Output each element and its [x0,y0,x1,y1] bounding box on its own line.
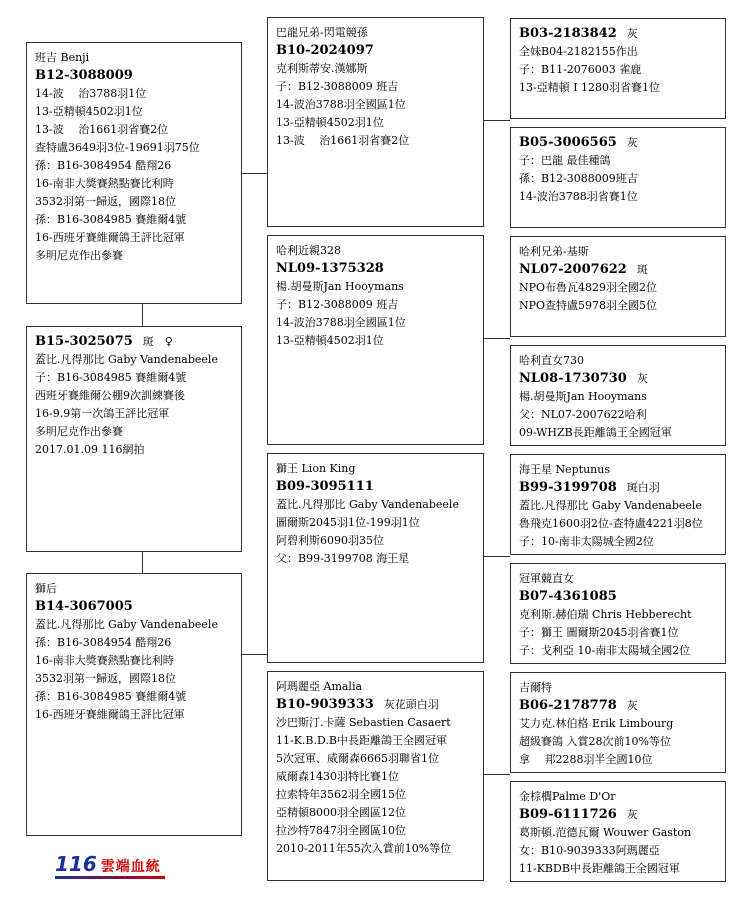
bird-name: 冠軍競直女 [519,572,574,585]
bird-color: 灰 [626,699,638,712]
pedigree-card-grandparent-4 [510,345,726,446]
record-line: 子：B11-2076003 雀鹿 [519,63,642,76]
record-line: 蓋比.凡得那比 Gaby Vandenabeele [519,499,702,512]
bird-name: 吉爾特 [519,681,552,694]
pedigree-card-parent-4 [267,671,484,881]
record-line: 孫：B16-3084985 賽維爾4號 [35,213,187,226]
record-line: 多明尼克作出參賽 [35,425,123,438]
ring-number-row [276,478,475,496]
record-line: 16-西班牙賽維爾鴿王評比冠軍 [35,231,185,244]
record-line: 葛斯頓.范德瓦爾 Wouwer Gaston [519,826,692,839]
record-line: 艾力克.林伯格 Erik Limbourg [519,717,674,730]
record-line: 克利斯蒂安.漢娜斯 [276,62,368,75]
record-line: NPO查特盧5978羽全國5位 [519,299,658,312]
record-line: 楊.胡曼斯Jan Hooymans [519,390,647,403]
record-line: 5次冠軍、威爾森6665羽聯省1位 [276,752,439,765]
record-line: 14-波治3788羽全國區1位 [276,98,406,111]
ring-number-row [519,588,717,606]
ring-number: B03-2183842 [519,26,617,41]
ring-number-row [276,260,475,278]
record-line: 父：B99-3199708 海王星 [276,552,410,565]
connector-line [242,654,267,655]
record-line: 拉索特年3562羽全國15位 [276,788,406,801]
record-line: 09-WHZB長距離鴿王全國冠軍 [519,426,672,439]
bird-color: 灰花頭白羽 [383,698,439,711]
record-line: 查特盧3649羽3位-19691羽75位 [35,141,200,154]
pedigree-card-grandparent-3 [510,236,726,337]
record-line: 13-波 治1661羽省賽2位 [35,123,169,136]
record-line: 拿 邦2288羽半全國10位 [519,753,653,766]
ring-number: NL09-1375328 [276,261,384,276]
record-line: 2017.01.09 116網拍 [35,443,145,456]
record-line: 2010-2011年55次入賞前10%等位 [276,842,452,855]
ring-number: B10-2024097 [276,43,374,58]
record-line: 14-波治3788羽省賽1位 [519,190,638,203]
pedigree-card-grandparent-2 [510,127,726,228]
connector-line [484,556,510,557]
record-line: 父：NL07-2007622哈利 [519,408,647,421]
ring-number-row [276,42,475,60]
record-line: 拉沙特7847羽全國區10位 [276,824,406,837]
record-line: 14-波治3788羽全國區1位 [276,316,406,329]
connector-line [142,552,143,573]
connector-line [484,774,510,775]
record-line: 威爾森1430羽特比賽1位 [276,770,399,783]
record-line: 子：戈利亞 10-南非太陽城全國2位 [519,644,691,657]
logo-underline [55,876,165,879]
bird-name: 哈利近親328 [276,244,341,257]
bird-name: 巴龍兄弟-閃電競孫 [276,26,368,39]
ring-number-row [35,67,233,85]
ring-number: NL07-2007622 [519,262,627,277]
pedigree-card-parent-1 [267,17,484,227]
ring-number: B05-3006565 [519,135,617,150]
record-line: 16-西班牙賽維爾鴿王評比冠軍 [35,708,185,721]
record-line: 孫：B12-3088009班吉 [519,172,638,185]
record-line: 孫：B16-3084954 酷翔26 [35,636,172,649]
site-logo[interactable] [55,852,161,876]
ring-number-row [519,697,717,715]
record-line: 16-9.9第一次鴿王評比冠軍 [35,407,170,420]
record-line: 沙巴斯汀.卡薩 Sebastien Casaert [276,716,451,729]
pedigree-card-parent-2 [267,235,484,445]
ring-number-row [519,261,717,279]
connector-line [484,120,510,121]
bird-name: 海王星 Neptunus [519,463,610,476]
record-line: 子：10-南非太陽城全國2位 [519,535,654,548]
bird-color: 斑白羽 [626,481,660,494]
bird-name: 獅王 Lion King [276,462,356,475]
ring-number: NL08-1730730 [519,371,627,386]
ring-number-row [519,479,717,497]
record-line: 13-波 治1661羽省賽2位 [276,134,410,147]
bird-color: 灰 [636,372,648,385]
connector-line [242,173,267,174]
record-line: 全妹B04-2182155作出 [519,45,638,58]
pedigree-card-dam [26,326,242,552]
ring-number: B99-3199708 [519,480,617,495]
record-line: 11-KBDB中長距離鴿王全國冠軍 [519,862,680,875]
record-line: 西班牙賽維爾公棚9次訓練賽後 [35,389,185,402]
ring-number-row [276,696,475,714]
connector-line [142,304,143,326]
record-line: 孫：B16-3084954 酷翔26 [35,159,172,172]
record-line: 蓋比.凡得那比 Gaby Vandenabeele [276,498,459,511]
logo-site-name: 雲端血統 [100,859,161,875]
bird-color: 灰 [626,27,638,40]
record-line: 11-K.B.D.B中長距離鴿王全國冠軍 [276,734,448,747]
ring-number: B06-2178778 [519,698,617,713]
ring-number-row [519,25,717,43]
record-line: 13-亞精頓4502羽1位 [35,105,143,118]
record-line: 圖爾斯2045羽1位-199羽1位 [276,516,420,529]
ring-number: B10-9039333 [276,697,374,712]
ring-number-row [35,333,233,351]
ring-number-row [519,370,717,388]
record-line: NPO布魯瓦4829羽全國2位 [519,281,658,294]
record-line: 孫：B16-3084985 賽維爾4號 [35,690,187,703]
bird-name: 獅后 [35,582,57,595]
record-line: 16-南非大獎賽熱點賽比利時 [35,177,174,190]
pedigree-card-grandparent-6 [510,563,726,664]
record-line: 13-亞精頓 I 1280羽省賽1位 [519,81,661,94]
record-line: 16-南非大獎賽熱點賽比利時 [35,654,174,667]
ring-number-row [519,806,717,824]
record-line: 女：B10-9039333阿瑪麗亞 [519,844,660,857]
pedigree-card-dam-dam [26,573,242,836]
record-line: 克利斯.赫伯瑞 Chris Hebberecht [519,608,692,621]
record-line: 13-亞精頓4502羽1位 [276,116,384,129]
record-line: 亞精頓8000羽全國區12位 [276,806,406,819]
record-line: 魯飛克1600羽2位-查特盧4221羽8位 [519,517,703,530]
logo-number: 116 [55,852,97,876]
ring-number: B12-3088009 [35,68,133,83]
bird-color: 斑 ♀ [142,335,173,348]
ring-number-row [35,598,233,616]
ring-number: B14-3067005 [35,599,133,614]
record-line: 子：巴龍 最佳種鴿 [519,154,611,167]
bird-color: 灰 [626,136,638,149]
record-line: 阿碧利斯6090羽35位 [276,534,384,547]
record-line: 3532羽第一歸返，國際18位 [35,195,176,208]
connector-line [484,338,510,339]
pedigree-card-grandparent-8 [510,781,726,882]
record-line: 13-亞精頓4502羽1位 [276,334,384,347]
record-line: 蓋比.凡得那比 Gaby Vandenabeele [35,353,218,366]
record-line: 超級賽鴿 入賞28次前10%等位 [519,735,671,748]
bird-color: 灰 [626,808,638,821]
ring-number: B09-3095111 [276,479,374,494]
pedigree-card-grandparent-7 [510,672,726,773]
pedigree-card-parent-3 [267,453,484,663]
pedigree-card-grandparent-1 [510,18,726,119]
record-line: 楊.胡曼斯Jan Hooymans [276,280,404,293]
bird-name: 班吉 Benji [35,51,90,64]
record-line: 蓋比.凡得那比 Gaby Vandenabeele [35,618,218,631]
record-line: 子：B12-3088009 班吉 [276,298,399,311]
ring-number: B09-6111726 [519,807,617,822]
bird-name: 哈利直女730 [519,354,584,367]
record-line: 子：獅王 圖爾斯2045羽省賽1位 [519,626,679,639]
record-line: 3532羽第一歸返，國際18位 [35,672,176,685]
pedigree-card-grandparent-5 [510,454,726,555]
bird-color: 斑 [636,263,648,276]
bird-name: 哈利兄弟-基斯 [519,245,589,258]
ring-number: B15-3025075 [35,334,133,349]
bird-name: 阿瑪麗亞 Amalia [276,680,363,693]
bird-name: 金棕櫚Palme D'Or [519,790,616,803]
pedigree-card-subject [26,42,242,304]
record-line: 子：B16-3084985 賽維爾4號 [35,371,187,384]
record-line: 子：B12-3088009 班吉 [276,80,399,93]
record-line: 多明尼克作出參賽 [35,249,123,262]
ring-number-row [519,134,717,152]
ring-number: B07-4361085 [519,589,617,604]
record-line: 14-波 治3788羽1位 [35,87,147,100]
